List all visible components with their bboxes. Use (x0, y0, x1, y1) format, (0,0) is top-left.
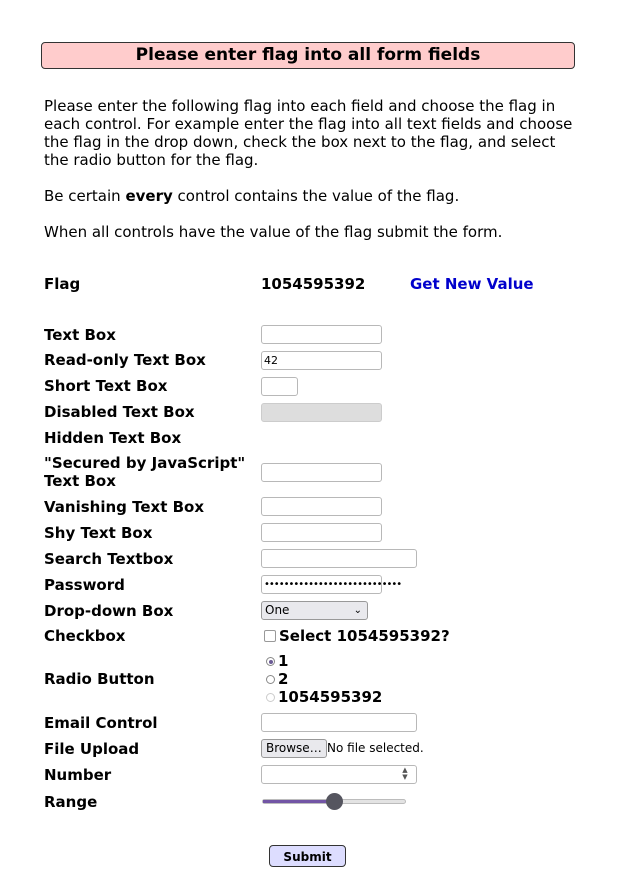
password-label: Password (44, 576, 125, 594)
vanishing-text-box-label: Vanishing Text Box (44, 498, 205, 516)
range-fill (263, 800, 335, 803)
number-spinner-icon[interactable]: ▲ ▼ (402, 766, 408, 781)
shy-text-box-input[interactable] (261, 523, 382, 542)
dropdown-label: Drop-down Box (44, 602, 174, 620)
email-input[interactable] (261, 713, 417, 732)
flag-value: 1054595392 (261, 275, 366, 293)
instructions-paragraph-1: Please enter the following flag into each field and choose the flag in each control. For example enter the flag into all text fields and choose the flag in the drop down, check the box next to the flag, and select the radio button for the flag. (44, 97, 573, 169)
radio-input-2[interactable] (266, 675, 275, 684)
readonly-text-box-label: Read-only Text Box (44, 351, 206, 369)
secured-text-box-label-line1: "Secured by JavaScript" (44, 454, 246, 472)
disabled-text-box-label: Disabled Text Box (44, 403, 195, 421)
instructions-p2-end: control contains the value of the flag. (172, 187, 460, 205)
radio-option-1[interactable] (266, 652, 288, 670)
radio-input-3[interactable] (266, 693, 275, 702)
radio-option-3[interactable] (266, 688, 382, 706)
range-label: Range (44, 793, 98, 811)
secured-text-box-label-line2: Text Box (44, 472, 116, 490)
instructions (44, 97, 584, 259)
submit-button[interactable]: Submit (269, 845, 346, 867)
dropdown-selected-value: One (265, 603, 290, 617)
radio-option-1-label: 1 (278, 652, 289, 670)
shy-text-box-label: Shy Text Box (44, 524, 153, 542)
number-input[interactable] (261, 765, 417, 784)
disabled-text-box-input (261, 403, 382, 422)
secured-text-box-label (44, 454, 245, 490)
instructions-paragraph-2 (44, 187, 584, 205)
text-box-label: Text Box (44, 326, 116, 344)
password-input[interactable]: •••••••••••••••••••••••••••• (261, 575, 382, 594)
vanishing-text-box-input[interactable] (261, 497, 382, 516)
radio-button-label: Radio Button (44, 670, 155, 688)
range-thumb[interactable] (326, 793, 343, 810)
search-textbox-label: Search Textbox (44, 550, 174, 568)
instruction-banner: Please enter flag into all form fields (41, 42, 575, 69)
chevron-down-icon: ⌄ (353, 605, 362, 616)
dropdown-select[interactable] (261, 601, 368, 620)
instructions-p2-start: Be certain (44, 187, 126, 205)
readonly-text-box-input[interactable] (261, 351, 382, 370)
radio-option-2[interactable] (266, 670, 288, 688)
file-upload-label: File Upload (44, 740, 140, 758)
checkbox-option-label: Select 1054595392? (279, 627, 450, 645)
checkbox-option[interactable] (264, 627, 450, 645)
instructions-paragraph-3: When all controls have the value of the flag submit the form. (44, 223, 503, 241)
file-status-text: No file selected. (327, 741, 424, 755)
radio-option-3-label: 1054595392 (278, 688, 383, 706)
hidden-text-box-label: Hidden Text Box (44, 429, 182, 447)
checkbox-label: Checkbox (44, 627, 126, 645)
short-text-box-label: Short Text Box (44, 377, 168, 395)
checkbox-input[interactable] (264, 630, 276, 642)
flag-label: Flag (44, 275, 81, 293)
instructions-p2-emphasis: every (125, 187, 173, 205)
radio-input-1[interactable] (266, 657, 275, 666)
email-control-label: Email Control (44, 714, 158, 732)
secured-text-box-input[interactable] (261, 463, 382, 482)
browse-button[interactable]: Browse… (261, 739, 327, 758)
short-text-box-input[interactable] (261, 377, 298, 396)
text-box-input[interactable] (261, 325, 382, 344)
radio-option-2-label: 2 (278, 670, 289, 688)
number-label: Number (44, 766, 112, 784)
get-new-value-link[interactable]: Get New Value (410, 275, 534, 293)
search-textbox-input[interactable] (261, 549, 417, 568)
